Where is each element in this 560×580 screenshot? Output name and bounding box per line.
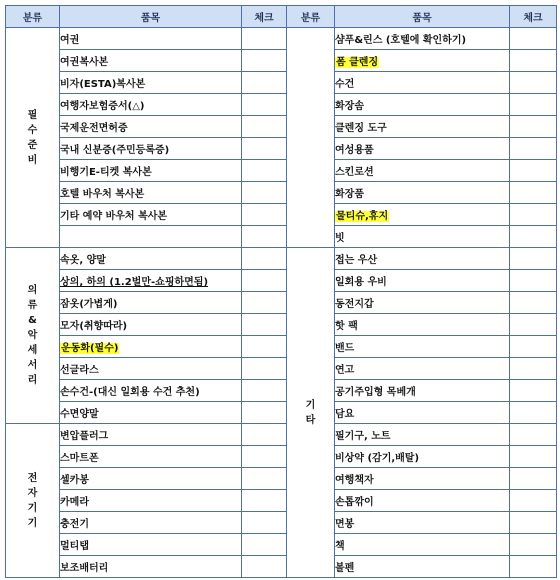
- category-cell-left-1-label: 의류&악세서리: [27, 285, 38, 386]
- item-cell-left: [60, 28, 242, 50]
- item-cell-left: [60, 424, 242, 446]
- item-cell-left: [60, 314, 242, 336]
- item-cell-left: [60, 94, 242, 116]
- check-cell-right[interactable]: [510, 292, 557, 314]
- item-cell-left: [60, 292, 242, 314]
- item-cell-left-label: 변압플러그: [60, 431, 109, 442]
- check-cell-right[interactable]: [510, 182, 557, 204]
- category-cell-right-label: 기타: [305, 399, 316, 426]
- item-cell-left-label: 비행기E-티켓 복사본: [60, 167, 152, 178]
- check-cell-right[interactable]: [510, 556, 557, 578]
- item-cell-right: [335, 358, 510, 380]
- check-cell-right[interactable]: [510, 72, 557, 94]
- item-cell-right-label: 폼 클렌징: [336, 57, 379, 68]
- check-cell-left[interactable]: [242, 50, 287, 72]
- table-row: [6, 160, 557, 182]
- table-row: [6, 182, 557, 204]
- item-cell-right-label: 수건: [335, 79, 355, 90]
- item-cell-right: [335, 314, 510, 336]
- table-row: [6, 446, 557, 468]
- item-cell-right-label: 접는 우산: [335, 255, 378, 266]
- check-cell-left[interactable]: [242, 28, 287, 50]
- check-cell-right[interactable]: [510, 336, 557, 358]
- check-cell-right[interactable]: [510, 160, 557, 182]
- item-cell-right: [335, 402, 510, 424]
- check-cell-left[interactable]: [242, 160, 287, 182]
- item-cell-left-label: 보조배터리: [60, 563, 109, 574]
- check-cell-right[interactable]: [510, 248, 557, 270]
- check-cell-left[interactable]: [242, 292, 287, 314]
- check-cell-left[interactable]: [242, 358, 287, 380]
- item-cell-right: [335, 138, 510, 160]
- item-cell-left: [60, 72, 242, 94]
- item-cell-right: [335, 160, 510, 182]
- check-cell-right[interactable]: [510, 512, 557, 534]
- item-cell-left: [60, 380, 242, 402]
- item-cell-left: [60, 182, 242, 204]
- table-row: [6, 490, 557, 512]
- item-cell-left-label: 여행자보험증서(△): [60, 101, 145, 112]
- item-cell-right: [335, 490, 510, 512]
- item-cell-left-label: 수면양말: [60, 409, 99, 420]
- item-cell-left-label: 선글라스: [60, 365, 99, 376]
- item-cell-left-label: 잠옷(가볍게): [60, 299, 118, 310]
- table-row: [6, 556, 557, 578]
- item-cell-right-label: 책: [335, 541, 345, 552]
- item-cell-right: [335, 292, 510, 314]
- item-cell-right: [335, 556, 510, 578]
- table-row: [6, 270, 557, 292]
- item-cell-right: [335, 468, 510, 490]
- table-row: [6, 292, 557, 314]
- item-cell-left-label: 운동화(필수): [61, 343, 119, 354]
- check-cell-left[interactable]: [242, 512, 287, 534]
- item-cell-right: [335, 512, 510, 534]
- check-cell-left[interactable]: [242, 270, 287, 292]
- table-row: [6, 204, 557, 226]
- table-row: [6, 314, 557, 336]
- category-cell-left-0: [6, 28, 60, 248]
- item-cell-left: [60, 402, 242, 424]
- table-row: [6, 336, 557, 358]
- item-cell-left-label: 여권복사본: [60, 57, 109, 68]
- item-cell-right-label: 필기구, 노트: [335, 431, 391, 442]
- check-cell-right[interactable]: [510, 28, 557, 50]
- item-cell-left: [60, 358, 242, 380]
- item-cell-right: [335, 534, 510, 556]
- table-row: [6, 248, 557, 270]
- item-cell-right-label: 물티슈,휴지: [336, 211, 389, 222]
- item-cell-left: [60, 226, 242, 248]
- item-cell-right-label: 화장품: [335, 189, 364, 200]
- item-cell-left: [60, 270, 242, 292]
- check-cell-right[interactable]: [510, 380, 557, 402]
- item-cell-left-label: 카메라: [60, 497, 89, 508]
- item-cell-left: [60, 336, 242, 358]
- item-cell-left-label: 여권: [60, 35, 80, 46]
- item-cell-right: [335, 336, 510, 358]
- item-cell-right-label: 스킨로션: [335, 167, 374, 178]
- item-cell-right-label: 공기주입형 목베개: [335, 387, 416, 398]
- item-header-left: 품목: [60, 6, 242, 28]
- check-cell-right[interactable]: [510, 94, 557, 116]
- item-cell-right-label: 핫 팩: [335, 321, 358, 332]
- item-cell-right: [335, 204, 510, 226]
- check-cell-right[interactable]: [510, 534, 557, 556]
- check-cell-left[interactable]: [242, 182, 287, 204]
- table-row: [6, 512, 557, 534]
- item-cell-left-label: 속옷, 양말: [60, 255, 106, 266]
- item-cell-right: [335, 380, 510, 402]
- item-cell-left: [60, 248, 242, 270]
- check-cell-right[interactable]: [510, 314, 557, 336]
- item-cell-left-label: 비자(ESTA)복사본: [60, 79, 146, 90]
- check-cell-right[interactable]: [510, 468, 557, 490]
- check-cell-right[interactable]: [510, 424, 557, 446]
- check-cell-left[interactable]: [242, 534, 287, 556]
- table-row: [6, 380, 557, 402]
- item-cell-left: [60, 534, 242, 556]
- check-cell-right[interactable]: [510, 226, 557, 248]
- item-cell-right-label: 빗: [335, 233, 345, 244]
- item-cell-right: [335, 226, 510, 248]
- table-row: [6, 402, 557, 424]
- item-cell-right-label: 화장솜: [335, 101, 364, 112]
- table-row: [6, 28, 557, 50]
- item-cell-right-label: 면봉: [335, 519, 355, 530]
- item-cell-right-label: 여성용품: [335, 145, 374, 156]
- packing-checklist-table: [5, 5, 557, 578]
- item-cell-left-label: 손수건-(대신 일회용 수건 추천): [60, 387, 200, 398]
- check-cell-right[interactable]: [510, 446, 557, 468]
- check-cell-right[interactable]: [510, 270, 557, 292]
- item-cell-left-label: 상의, 하의 (1.2벌만-쇼핑하면됨): [60, 277, 209, 288]
- table-row: [6, 534, 557, 556]
- table-row: [6, 358, 557, 380]
- table-row: [6, 424, 557, 446]
- item-cell-right: [335, 446, 510, 468]
- item-cell-left-label: 호텔 바우처 복사본: [60, 189, 145, 200]
- check-cell-right[interactable]: [510, 50, 557, 72]
- item-cell-right: [335, 424, 510, 446]
- item-cell-right-label: 여행책자: [335, 475, 374, 486]
- category-cell-right: [287, 248, 335, 578]
- item-cell-right: [335, 270, 510, 292]
- item-cell-right-label: 손톱깎이: [335, 497, 374, 508]
- item-cell-right: [335, 248, 510, 270]
- check-header-right: 체크: [510, 6, 557, 28]
- item-header-right: 품목: [335, 6, 510, 28]
- check-cell-right[interactable]: [510, 138, 557, 160]
- category-header-left: 분류: [6, 6, 60, 28]
- check-cell-right[interactable]: [510, 490, 557, 512]
- check-cell-right[interactable]: [510, 204, 557, 226]
- item-cell-left-label: 셀카봉: [60, 475, 89, 486]
- item-cell-right: [335, 72, 510, 94]
- check-cell-left[interactable]: [242, 380, 287, 402]
- item-cell-left: [60, 138, 242, 160]
- item-cell-right-label: 샴푸&린스 (호텔에 확인하기): [335, 35, 467, 46]
- category-cell-left-0-label: 필수준비: [27, 109, 38, 166]
- item-cell-right-label: 비상약 (감기,배탈): [335, 453, 420, 464]
- item-cell-right: [335, 182, 510, 204]
- item-cell-left-label: 모자(취향따라): [60, 321, 128, 332]
- check-cell-left[interactable]: [242, 490, 287, 512]
- item-cell-left: [60, 556, 242, 578]
- item-cell-left: [60, 468, 242, 490]
- item-cell-right-label: 클렌징 도구: [335, 123, 387, 134]
- item-cell-right-label: 담요: [335, 409, 355, 420]
- category-cell-left-1: [6, 248, 60, 424]
- table-row: [6, 468, 557, 490]
- check-cell-left[interactable]: [242, 116, 287, 138]
- check-cell-left[interactable]: [242, 204, 287, 226]
- table-row: [6, 138, 557, 160]
- item-cell-right: [335, 28, 510, 50]
- item-cell-right-label: 볼펜: [335, 563, 355, 574]
- item-cell-left: [60, 160, 242, 182]
- item-cell-right-label: 밴드: [335, 343, 355, 354]
- item-cell-right: [335, 94, 510, 116]
- check-header-left: 체크: [242, 6, 287, 28]
- check-cell-right[interactable]: [510, 402, 557, 424]
- item-cell-left-label: 국제운전면허증: [60, 123, 128, 134]
- item-cell-right-label: 동전지갑: [335, 299, 374, 310]
- item-cell-left-label: 멀티탭: [60, 541, 89, 552]
- item-cell-left: [60, 204, 242, 226]
- item-cell-left: [60, 50, 242, 72]
- category-cell-left-2-label: 전자기기: [27, 472, 38, 529]
- check-cell-left[interactable]: [242, 556, 287, 578]
- check-cell-right[interactable]: [510, 358, 557, 380]
- check-cell-left[interactable]: [242, 336, 287, 358]
- check-cell-left[interactable]: [242, 446, 287, 468]
- check-cell-left[interactable]: [242, 468, 287, 490]
- table-row: [6, 50, 557, 72]
- item-cell-right: [335, 116, 510, 138]
- category-header-right: 분류: [287, 6, 335, 28]
- item-cell-left: [60, 512, 242, 534]
- check-cell-left[interactable]: [242, 72, 287, 94]
- item-cell-left-label: 충전기: [60, 519, 89, 530]
- item-cell-right-label: 연고: [335, 365, 355, 376]
- check-cell-left[interactable]: [242, 314, 287, 336]
- check-cell-left[interactable]: [242, 226, 287, 248]
- table-row: [6, 116, 557, 138]
- check-cell-right[interactable]: [510, 116, 557, 138]
- item-cell-left-label: 국내 신분증(주민등록증): [60, 145, 170, 156]
- category-cell-left-2: [6, 424, 60, 578]
- table-row: [6, 72, 557, 94]
- item-cell-left-label: 기타 예약 바우처 복사본: [60, 211, 168, 222]
- item-cell-left: [60, 116, 242, 138]
- table-row: [6, 94, 557, 116]
- category-cell-right-top: [287, 28, 335, 248]
- check-cell-left[interactable]: [242, 248, 287, 270]
- item-cell-left: [60, 490, 242, 512]
- table-row: [6, 226, 557, 248]
- check-cell-left[interactable]: [242, 424, 287, 446]
- item-cell-right-label: 일회용 우비: [335, 277, 387, 288]
- item-cell-left: [60, 446, 242, 468]
- check-cell-left[interactable]: [242, 138, 287, 160]
- check-cell-left[interactable]: [242, 94, 287, 116]
- check-cell-left[interactable]: [242, 402, 287, 424]
- item-cell-right: [335, 50, 510, 72]
- item-cell-left-label: 스마트폰: [60, 453, 99, 464]
- header-row: [6, 6, 557, 28]
